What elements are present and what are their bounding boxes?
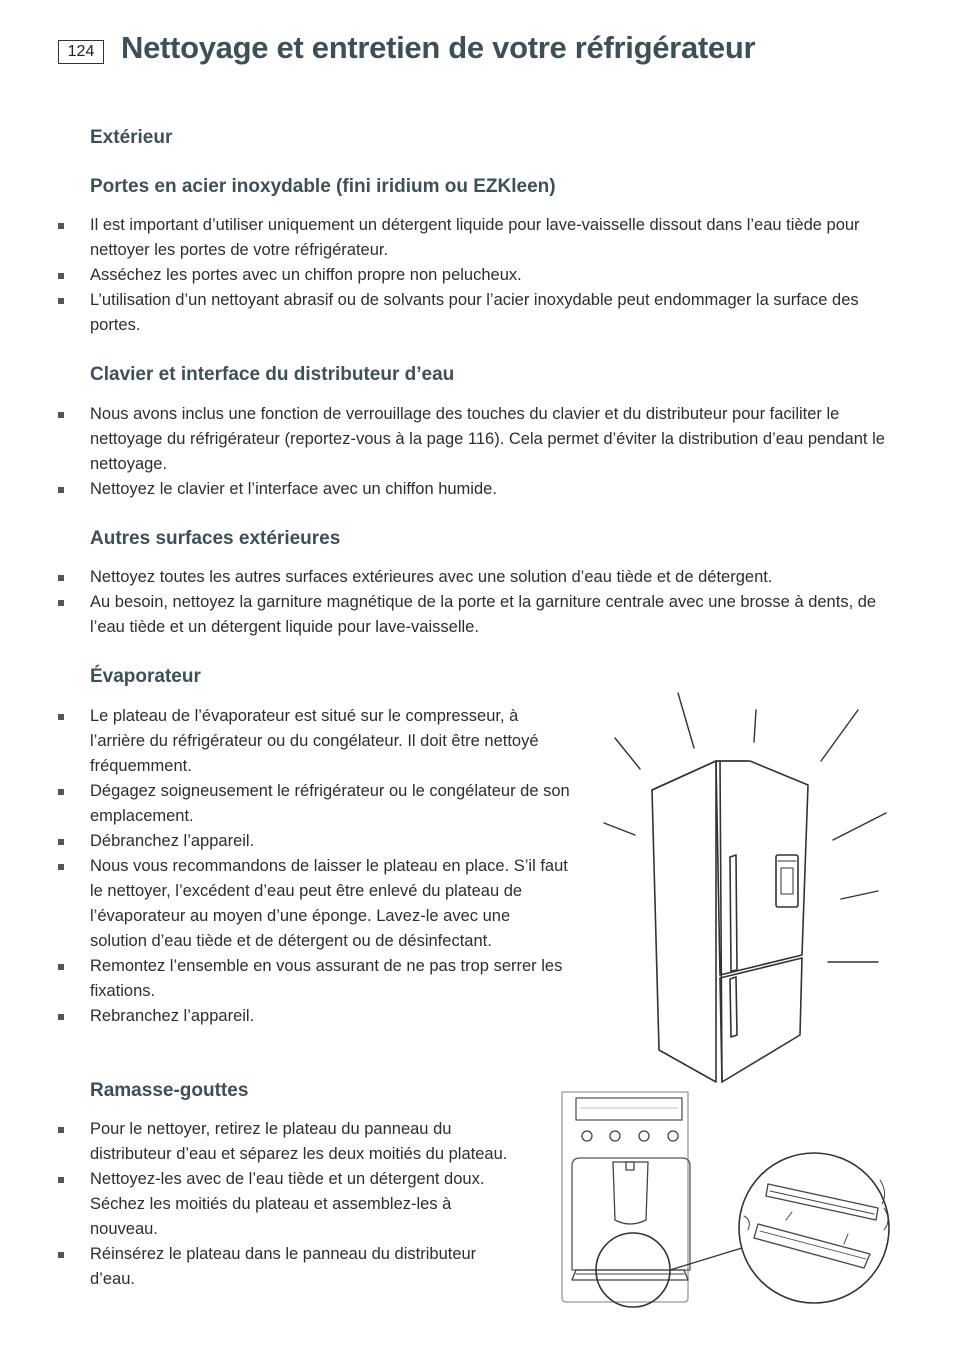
ramasse-list (58, 1117, 510, 1292)
autres-list (58, 565, 898, 640)
list-item: Au besoin, nettoyez la garniture magnétique de la porte et la garniture centrale avec une brosse à dents, de l’eau tiède et un détergent liquide pour lave-vaisselle. (58, 590, 898, 640)
portes-list (58, 213, 888, 338)
list-item: Il est important d’utiliser uniquement un détergent liquide pour lave-vaisselle dissout dans l’eau tiède pour nettoyer les portes de votre réfrigérateur. (58, 213, 888, 263)
page-title: Nettoyage et entretien de votre réfrigérateur (121, 30, 756, 65)
list-item: Débranchez l’appareil. (58, 829, 570, 854)
list-item: Nettoyez toutes les autres surfaces extérieures avec une solution d’eau tiède et de détergent. (58, 565, 898, 590)
refrigerator-illustration (590, 685, 900, 1085)
list-item: Remontez l’ensemble en vous assurant de ne pas trop serrer les fixations. (58, 954, 570, 1004)
heading-evaporateur: Évaporateur (90, 666, 201, 687)
heading-autres: Autres surfaces extérieures (90, 528, 341, 549)
list-item: Rebranchez l’appareil. (58, 1004, 570, 1029)
list-item: Asséchez les portes avec un chiffon propre non pelucheux. (58, 263, 888, 288)
clavier-list (58, 402, 888, 502)
list-item: Réinsérez le plateau dans le panneau du distributeur d’eau. (58, 1242, 510, 1292)
list-item: Nettoyez le clavier et l’interface avec un chiffon humide. (58, 477, 888, 502)
heading-clavier: Clavier et interface du distributeur d’eau (90, 364, 455, 385)
shine-lines (604, 693, 886, 962)
heading-portes: Portes en acier inoxydable (fini iridium ou EZKleen) (90, 176, 556, 197)
heading-exterieur: Extérieur (90, 127, 173, 148)
list-item: Nous avons inclus une fonction de verrouillage des touches du clavier et du distributeur pour faciliter le nettoyage du réfrigérateur (reportez-vous à la page 116). Cela permet d’éviter la distribution d’eau pendant le nettoyage. (58, 402, 888, 477)
evaporateur-list (58, 704, 570, 1029)
zoom-detail (739, 1153, 889, 1303)
list-item: Nous vous recommandons de laisser le plateau en place. S’il faut le nettoyer, l’excédent d’eau peut être enlevé du plateau de l’évaporateur au moyen d’une éponge. Lavez-le avec une solution d’eau tiède et de détergent ou de désinfectant. (58, 854, 570, 954)
list-item: Nettoyez-les avec de l’eau tiède et un détergent doux. Séchez les moitiés du plateau et assemblez-les à nouveau. (58, 1167, 510, 1242)
heading-ramasse: Ramasse-gouttes (90, 1080, 249, 1101)
list-item: Pour le nettoyer, retirez le plateau du panneau du distributeur d’eau et séparez les deux moitiés du plateau. (58, 1117, 510, 1167)
list-item: L’utilisation d’un nettoyant abrasif ou de solvants pour l’acier inoxydable peut endommager la surface des portes. (58, 288, 888, 338)
list-item: Dégagez soigneusement le réfrigérateur ou le congélateur de son emplacement. (58, 779, 570, 829)
page-number: 124 (58, 40, 104, 64)
list-item: Le plateau de l’évaporateur est situé sur le compresseur, à l’arrière du réfrigérateur ou du congélateur. Il doit être nettoyé fréquemment. (58, 704, 570, 779)
drip-tray-illustration (558, 1088, 894, 1314)
dispenser-panel (562, 1092, 690, 1302)
